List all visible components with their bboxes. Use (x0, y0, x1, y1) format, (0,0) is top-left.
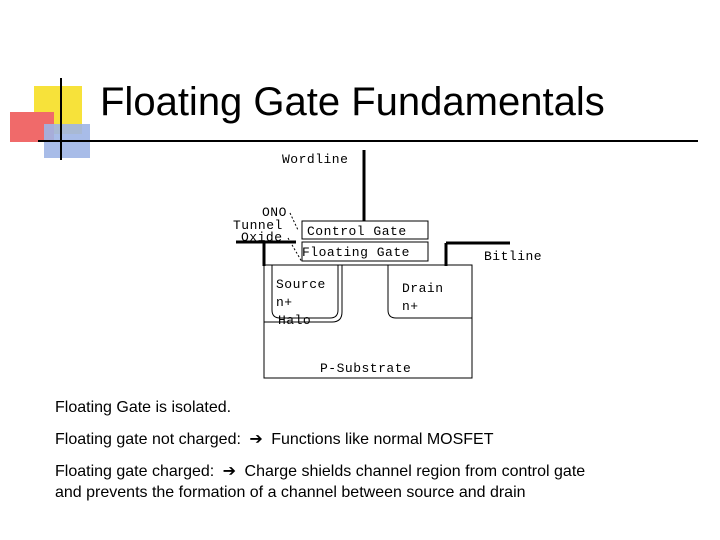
bitline-label: Bitline (484, 249, 543, 264)
bullet-not-charged-lead: Floating gate not charged: (55, 431, 241, 448)
substrate-label: P-Substrate (320, 361, 412, 376)
tunnel-label: Tunnel (233, 218, 283, 233)
control-gate-label: Control Gate (307, 224, 407, 239)
bullet-isolated (55, 397, 231, 419)
right-arrow-icon: ➔ (249, 429, 263, 448)
bullet-charged-rest: Charge shields channel region from control gate (244, 463, 586, 480)
ono-pointer (290, 213, 298, 230)
bullet-charged-line2-text: and prevents the formation of a channel between source and drain (55, 484, 526, 501)
drain-label: Drain (402, 281, 444, 296)
wordline-label: Wordline (282, 152, 349, 167)
right-arrow-icon: ➔ (222, 461, 237, 480)
halo-label: Halo (278, 313, 312, 328)
drain-type-label: n+ (402, 299, 419, 314)
floating-gate-label: Floating Gate (302, 245, 410, 260)
bullet-isolated-text: Floating Gate is isolated. (55, 399, 232, 416)
slide-title: Floating Gate Fundamentals (100, 80, 605, 124)
bullet-not-charged (55, 428, 494, 451)
ono-label: ONO (262, 205, 287, 220)
oxide-label: Oxide (241, 230, 283, 245)
bullet-charged (55, 460, 585, 483)
bullet-not-charged-rest: Functions like normal MOSFET (271, 431, 494, 448)
source-type-label: n+ (276, 295, 293, 310)
bullet-charged-lead: Floating gate charged: (55, 463, 215, 480)
bullet-charged-line2 (55, 482, 526, 504)
source-label: Source (276, 277, 326, 292)
